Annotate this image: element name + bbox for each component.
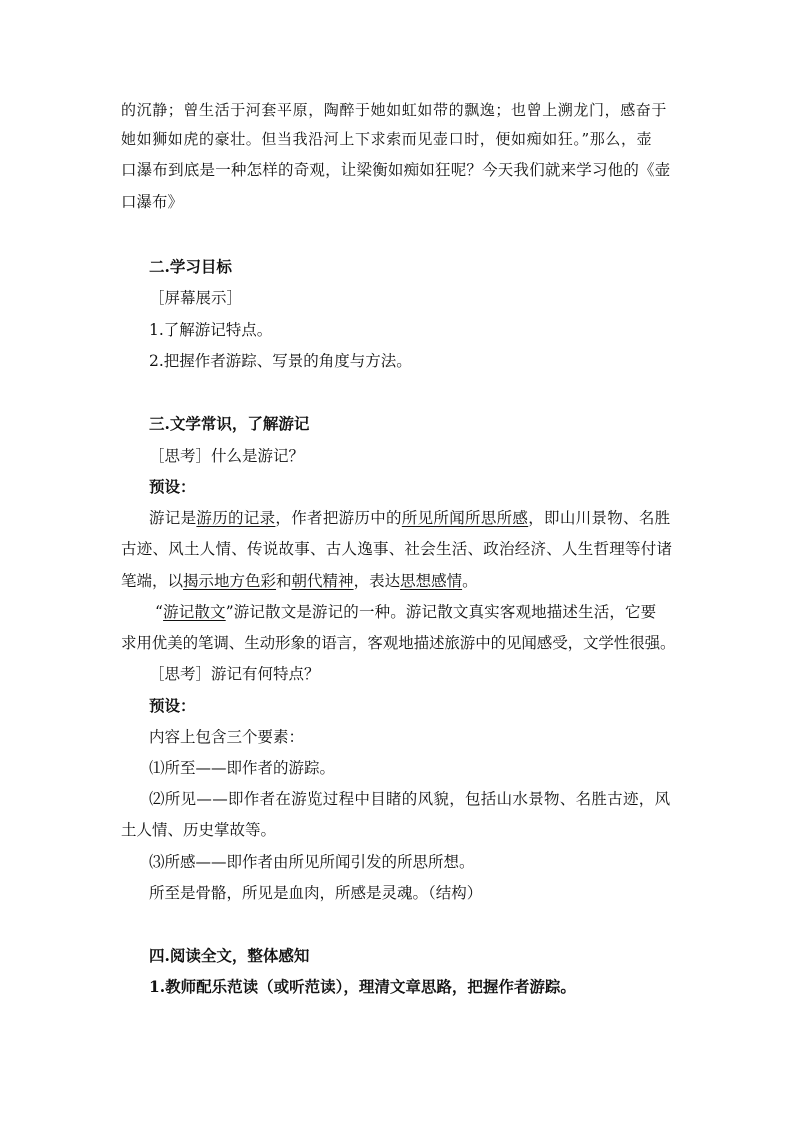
preset-label-2: 预设：	[149, 696, 196, 715]
preset-label-1: 预设：	[149, 477, 196, 496]
underline-local-color: 揭示地方色彩	[183, 572, 277, 590]
section-2-heading: 二.学习目标	[149, 257, 232, 276]
section-4-item-1: 1.教师配乐范读（或听范读），理清文章思路，把握作者游踪。	[149, 977, 576, 996]
definition-text: ，即山川景物、名胜	[528, 509, 671, 527]
underline-thoughts-feelings: 思想感情	[400, 572, 463, 590]
prose-line-1	[155, 602, 656, 622]
element-3: ⑶所感——即作者由所见所闻引发的所思所想。	[149, 853, 475, 871]
intro-line-4: 口瀑布》	[121, 193, 184, 211]
underline-era-spirit: 朝代精神	[291, 572, 354, 590]
definition-line-2: 古迹、风土人情、传说故事、古人逸事、社会生活、政治经济、人生哲理等付诸	[121, 540, 673, 558]
definition-text: 。	[462, 572, 478, 590]
prose-quote-open: “	[155, 603, 164, 621]
definition-text: ，表达	[353, 572, 401, 590]
content-intro: 内容上包含三个要素：	[149, 728, 305, 746]
underline-travel-record: 游历的记录	[196, 509, 276, 527]
prose-text: ”游记散文是游记的一种。游记散文真实客观地描述生活，它要	[225, 603, 657, 621]
section-4-heading: 四.阅读全文，整体感知	[149, 946, 310, 965]
intro-line-2: 她如狮如虎的豪壮。但当我沿河上下求索而见壶口时，便如痴如狂。”那么，壶	[121, 130, 653, 148]
element-2-line-2: 土人情、历史掌故等。	[121, 821, 277, 839]
definition-text: ，作者把游历中的	[275, 509, 402, 527]
underline-travel-prose: 游记散文	[163, 603, 226, 621]
definition-text: 游记是	[149, 509, 197, 527]
structure-summary: 所至是骨骼，所见是血肉，所感是灵魂。（结构）	[149, 884, 483, 902]
element-1: ⑴所至——即作者的游踪。	[149, 759, 336, 777]
goal-item-1: 1.了解游记特点。	[149, 321, 273, 339]
section-3-heading: 三.文学常识，了解游记	[149, 414, 310, 433]
element-2-line-1: ⑵所见——即作者在游览过程中目睹的风貌，包括山水景物、名胜古迹，风	[149, 790, 671, 808]
prose-line-2: 求用优美的笔调、生动形象的语言，客观地描述旅游中的见闻感受，文学性很强。	[121, 634, 676, 652]
definition-text: 和	[276, 572, 292, 590]
screen-display-tag: ［屏幕展示］	[149, 289, 243, 307]
think-question-1: ［思考］什么是游记？	[149, 447, 305, 465]
definition-line-1	[149, 508, 670, 528]
definition-text: 笔端，以	[121, 572, 184, 590]
definition-line-3	[121, 571, 478, 591]
underline-seen-heard: 所见所闻所思所感	[401, 509, 529, 527]
goal-item-2: 2.把握作者游踪、写景的角度与方法。	[149, 352, 412, 370]
intro-line-3: 口瀑布到底是一种怎样的奇观，让梁衡如痴如狂呢？今天我们就来学习他的《壶	[121, 161, 671, 179]
think-question-2: ［思考］游记有何特点？	[149, 665, 320, 683]
intro-line-1: 的沉静；曾生活于河套平原，陶醉于她如虹如带的飘逸；也曾上溯龙门，感奋于	[121, 101, 668, 119]
